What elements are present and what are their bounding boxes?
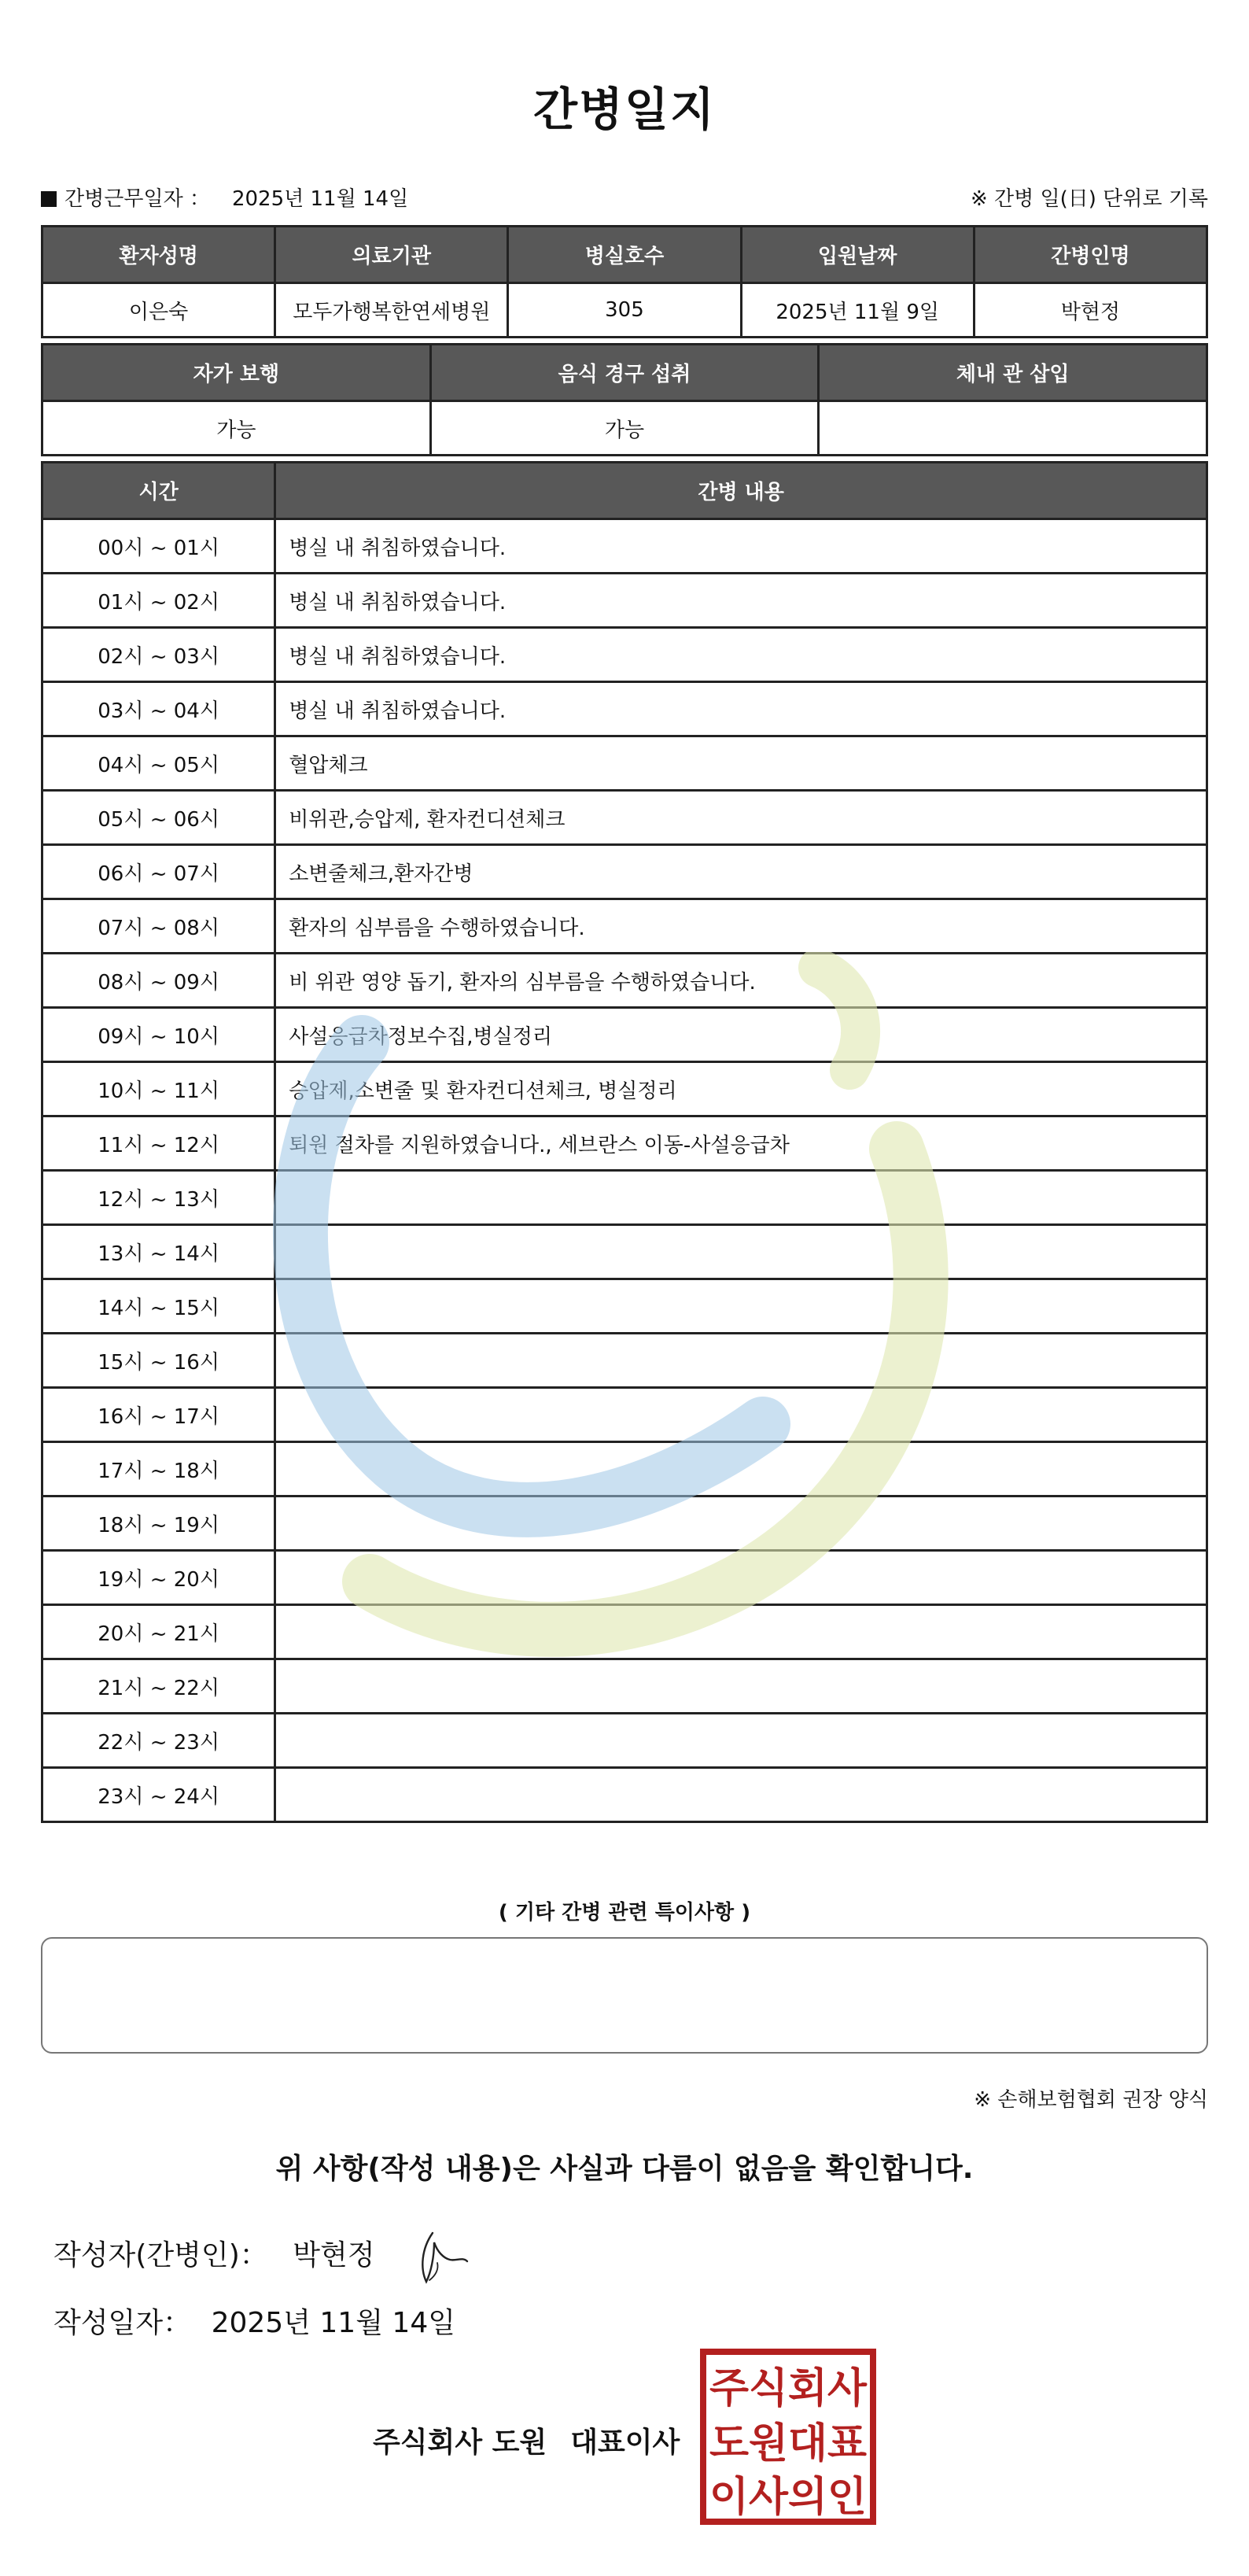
header-self-walking: 자가 보행 [42, 345, 431, 401]
ceo-title: 대표이사 [570, 2427, 680, 2459]
time-slot-cell: 13시 ~ 14시 [42, 1225, 275, 1279]
table-row [42, 1442, 1207, 1497]
time-slot-cell: 19시 ~ 20시 [42, 1551, 275, 1605]
admission-date: 2025년 11월 9일 [741, 283, 974, 338]
care-content-cell [275, 1768, 1207, 1822]
written-date-value: 2025년 11월 14일 [211, 2307, 456, 2339]
time-slot-cell: 07시 ~ 08시 [42, 899, 275, 954]
status-value-row [42, 401, 1207, 456]
table-row [42, 1388, 1207, 1442]
time-slot-cell: 16시 ~ 17시 [42, 1388, 275, 1442]
header-caregiver-name: 간병인명 [974, 227, 1207, 283]
care-content-cell: 비 위관 영양 돕기, 환자의 심부름을 수행하였습니다. [275, 954, 1207, 1008]
care-content-cell [275, 1171, 1207, 1225]
unit-note: ※ 간병 일(日) 단위로 기록 [970, 187, 1208, 211]
table-row [42, 574, 1207, 628]
care-content-cell: 병실 내 취침하였습니다. [275, 574, 1207, 628]
care-content-cell: 혈압체크 [275, 736, 1207, 791]
company-seal-stamp [700, 2349, 876, 2525]
time-slot-cell: 03시 ~ 04시 [42, 682, 275, 736]
care-content-cell [275, 1605, 1207, 1659]
tube-insertion-value [819, 401, 1207, 456]
care-content-cell [275, 1388, 1207, 1442]
care-content-cell [275, 1551, 1207, 1605]
seal-text-line-1: 주식회사 [709, 2365, 868, 2412]
header-admission-date: 입원날짜 [741, 227, 974, 283]
square-bullet-icon [41, 191, 57, 207]
table-row [42, 1225, 1207, 1279]
care-content-cell [275, 1497, 1207, 1551]
time-slot-cell: 01시 ~ 02시 [42, 574, 275, 628]
time-slot-cell: 20시 ~ 21시 [42, 1605, 275, 1659]
writer-line [53, 2233, 375, 2273]
patient-status-table [41, 343, 1208, 456]
care-log-header-row [42, 463, 1207, 519]
header-care-content: 간병 내용 [275, 463, 1207, 519]
care-content-cell [275, 1279, 1207, 1334]
self-walking-value: 가능 [42, 401, 431, 456]
room-number: 305 [508, 283, 741, 338]
care-content-cell: 환자의 심부름을 수행하였습니다. [275, 899, 1207, 954]
table-row [42, 791, 1207, 845]
care-content-cell: 병실 내 취침하였습니다. [275, 519, 1207, 574]
writer-name: 박현정 [293, 2239, 375, 2272]
patient-value-row [42, 283, 1207, 338]
care-content-cell [275, 1714, 1207, 1768]
care-content-cell [275, 1659, 1207, 1714]
oral-intake-value: 가능 [430, 401, 819, 456]
time-slot-cell: 22시 ~ 23시 [42, 1714, 275, 1768]
patient-header-row [42, 227, 1207, 283]
status-header-row [42, 345, 1207, 401]
seal-text-line-3: 이사의인 [709, 2474, 867, 2521]
care-content-cell [275, 1334, 1207, 1388]
table-row [42, 1279, 1207, 1334]
time-slot-cell: 23시 ~ 24시 [42, 1768, 275, 1822]
time-slot-cell: 11시 ~ 12시 [42, 1116, 275, 1171]
care-log-table [41, 461, 1208, 1823]
time-slot-cell: 18시 ~ 19시 [42, 1497, 275, 1551]
special-notes-title: ( 기타 간병 관련 특이사항 ) [498, 1901, 751, 1925]
table-row [42, 1605, 1207, 1659]
confirmation-statement: 위 사항(작성 내용)은 사실과 다름이 없음을 확인합니다. [275, 2153, 974, 2185]
table-row [42, 628, 1207, 682]
care-content-cell [275, 1442, 1207, 1497]
time-slot-cell: 14시 ~ 15시 [42, 1279, 275, 1334]
time-slot-cell: 10시 ~ 11시 [42, 1062, 275, 1116]
caregiver-name: 박현정 [974, 283, 1207, 338]
table-row [42, 1062, 1207, 1116]
work-date-line [41, 183, 408, 212]
work-date-label: 간병근무일자 ： [64, 187, 210, 211]
table-row [42, 845, 1207, 899]
table-row [42, 954, 1207, 1008]
header-time: 시간 [42, 463, 275, 519]
table-row [42, 1334, 1207, 1388]
table-row [42, 736, 1207, 791]
header-room-number: 병실호수 [508, 227, 741, 283]
table-row [42, 1551, 1207, 1605]
time-slot-cell: 05시 ~ 06시 [42, 791, 275, 845]
company-signature-line [373, 2420, 680, 2460]
recommend-note: ※ 손해보험협회 권장 양식 [974, 2088, 1208, 2112]
care-log-body [42, 519, 1207, 1822]
table-row [42, 1768, 1207, 1822]
table-row [42, 682, 1207, 736]
seal-text-line-2: 도원대표 [709, 2420, 867, 2467]
header-oral-intake: 음식 경구 섭취 [430, 345, 819, 401]
table-row [42, 899, 1207, 954]
header-tube-insertion: 체내 관 삽입 [819, 345, 1207, 401]
care-content-cell [275, 1225, 1207, 1279]
care-content-cell: 병실 내 취침하였습니다. [275, 628, 1207, 682]
header-patient-name: 환자성명 [42, 227, 275, 283]
work-date-value: 2025년 11월 14일 [231, 187, 409, 211]
header-hospital: 의료기관 [275, 227, 508, 283]
time-slot-cell: 08시 ~ 09시 [42, 954, 275, 1008]
company-name: 주식회사 도원 [373, 2427, 547, 2459]
table-row [42, 1659, 1207, 1714]
time-slot-cell: 04시 ~ 05시 [42, 736, 275, 791]
table-row [42, 519, 1207, 574]
table-row [42, 1171, 1207, 1225]
patient-name: 이은숙 [42, 283, 275, 338]
time-slot-cell: 12시 ~ 13시 [42, 1171, 275, 1225]
time-slot-cell: 21시 ~ 22시 [42, 1659, 275, 1714]
written-date-label: 작성일자： [53, 2307, 192, 2339]
time-slot-cell: 06시 ~ 07시 [42, 845, 275, 899]
hospital-name: 모두가행복한연세병원 [275, 283, 508, 338]
table-row [42, 1497, 1207, 1551]
page-title: 간병일지 [532, 83, 717, 136]
care-content-cell: 사설응급차정보수집,병실정리 [275, 1008, 1207, 1062]
care-content-cell: 소변줄체크,환자간병 [275, 845, 1207, 899]
special-notes-box [41, 1937, 1208, 2054]
special-notes-content [42, 1939, 1207, 1964]
time-slot-cell: 00시 ~ 01시 [42, 519, 275, 574]
care-content-cell: 승압제,소변줄 및 환자컨디션체크, 병실정리 [275, 1062, 1207, 1116]
time-slot-cell: 09시 ~ 10시 [42, 1008, 275, 1062]
table-row [42, 1116, 1207, 1171]
care-content-cell: 비위관,승압제, 환자컨디션체크 [275, 791, 1207, 845]
time-slot-cell: 15시 ~ 16시 [42, 1334, 275, 1388]
table-row [42, 1714, 1207, 1768]
writer-label: 작성자(간병인)： [53, 2239, 268, 2272]
time-slot-cell: 02시 ~ 03시 [42, 628, 275, 682]
care-content-cell: 퇴원 절차를 지원하였습니다., 세브란스 이동-사설응급차 [275, 1116, 1207, 1171]
table-row [42, 1008, 1207, 1062]
patient-info-table [41, 225, 1208, 338]
handwritten-signature [415, 2225, 478, 2288]
care-content-cell: 병실 내 취침하였습니다. [275, 682, 1207, 736]
written-date-line [53, 2301, 455, 2341]
time-slot-cell: 17시 ~ 18시 [42, 1442, 275, 1497]
